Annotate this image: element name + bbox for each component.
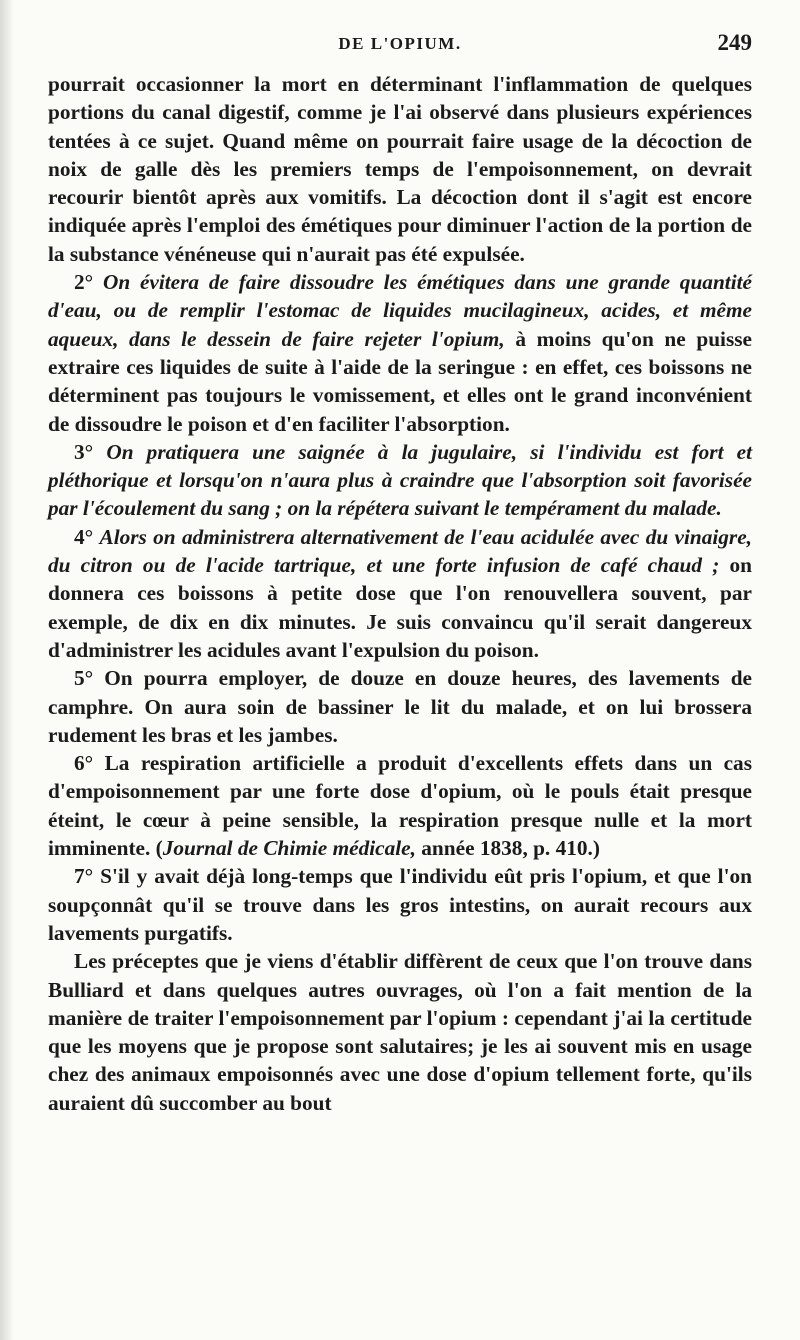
item-number: 7°	[74, 864, 94, 889]
paragraph-final	[48, 947, 752, 1117]
item-number: 4°	[74, 524, 94, 549]
paragraph-text: année 1838, p. 410.)	[421, 836, 600, 861]
page-header	[48, 30, 752, 64]
item-number: 3°	[74, 439, 94, 464]
paragraph-continuation	[48, 70, 752, 268]
paragraph-5	[48, 664, 752, 749]
paragraph-text: on donnera ces boissons à petite dose que l'on renouvellera souvent, par exemple, de dix en dix minutes. Je suis convaincu qu'il serait dangereux d'administrer les acidules avant l'expulsion du poison.	[48, 553, 752, 662]
item-number: 5°	[74, 666, 94, 691]
journal-citation: Journal de Chimie médicale,	[162, 836, 416, 861]
italic-instruction: On pratiquera une saignée à la jugulaire, si l'individu est fort et pléthorique et lorsqu'on n'aura plus à craindre que l'absorption soit favorisée par l'écoulement du sang ; on la répétera suivant le tempérament du malade.	[48, 439, 752, 521]
body-text	[48, 70, 752, 1117]
paragraph-7	[48, 862, 752, 947]
italic-instruction: Alors on administrera alternativement de l'eau acidulée avec du vinaigre, du citron ou de l'acide tartrique, et une forte infusion de café chaud ;	[48, 524, 752, 578]
paragraph-text: pourrait occasionner la mort en déterminant l'inflammation de quelques portions du canal digestif, comme je l'ai observé dans plusieurs expériences tentées à ce sujet. Quand même on pourrait faire usage de la décoction de noix de galle dès les premiers temps de l'empoisonnement, on devrait recourir bientôt après aux vomitifs. La décoction dont il s'agit est encore indiquée après l'emploi des émétiques pour diminuer l'action de la portion de la substance vénéneuse qui n'aurait pas été expulsée.	[48, 72, 752, 266]
paragraph-text: Les préceptes que je viens d'établir diffèrent de ceux que l'on trouve dans Bulliard et dans quelques autres ouvrages, où l'on a fait mention de la manière de traiter l'empoisonnement par l'opium : cependant j'ai la certitude que les moyens que je propose sont salutaires; je les ai souvent mis en usage chez des animaux empoisonnés avec une dose d'opium tellement forte, qu'ils auraient dû succomber au bout	[48, 949, 752, 1115]
paragraph-text: S'il y avait déjà long-temps que l'individu eût pris l'opium, et que l'on soupçonnât qu'il se trouve dans les gros intestins, on aurait recours aux lavements purgatifs.	[48, 864, 752, 945]
paragraph-text: On pourra employer, de douze en douze heures, des lavements de camphre. On aura soin de bassiner le lit du malade, et on lui brossera rudement les bras et les jambes.	[48, 666, 752, 747]
page-number: 249	[717, 30, 752, 55]
page-gutter-shadow	[0, 0, 14, 1340]
paragraph-2	[48, 268, 752, 438]
paragraph-4	[48, 523, 752, 664]
paragraph-3	[48, 438, 752, 523]
italic-instruction: On évitera de faire dissoudre les émétiques dans une grande quantité d'eau, ou de remplir l'estomac de liquides mucilagineux, acides, et même aqueux, dans le dessein de faire rejeter l'opium,	[48, 270, 752, 351]
running-title: DE L'OPIUM.	[338, 34, 462, 53]
paragraph-text: à moins qu'on ne puisse extraire ces liquides de suite à l'aide de la seringue : en effet, ces boissons ne déterminent pas toujours le vomissement, et elles ont le grand inconvénient de dissoudre le poison et d'en faciliter l'absorption.	[48, 326, 753, 436]
paragraph-text: La respiration artificielle a produit d'excellents effets dans un cas d'empoisonnement par une forte dose d'opium, où le pouls était presque éteint, le cœur à peine sensible, la respiration presque nulle et la mort imminente. (	[48, 751, 752, 861]
item-number: 2°	[74, 270, 94, 295]
item-number: 6°	[74, 751, 94, 776]
paragraph-6	[48, 749, 752, 862]
